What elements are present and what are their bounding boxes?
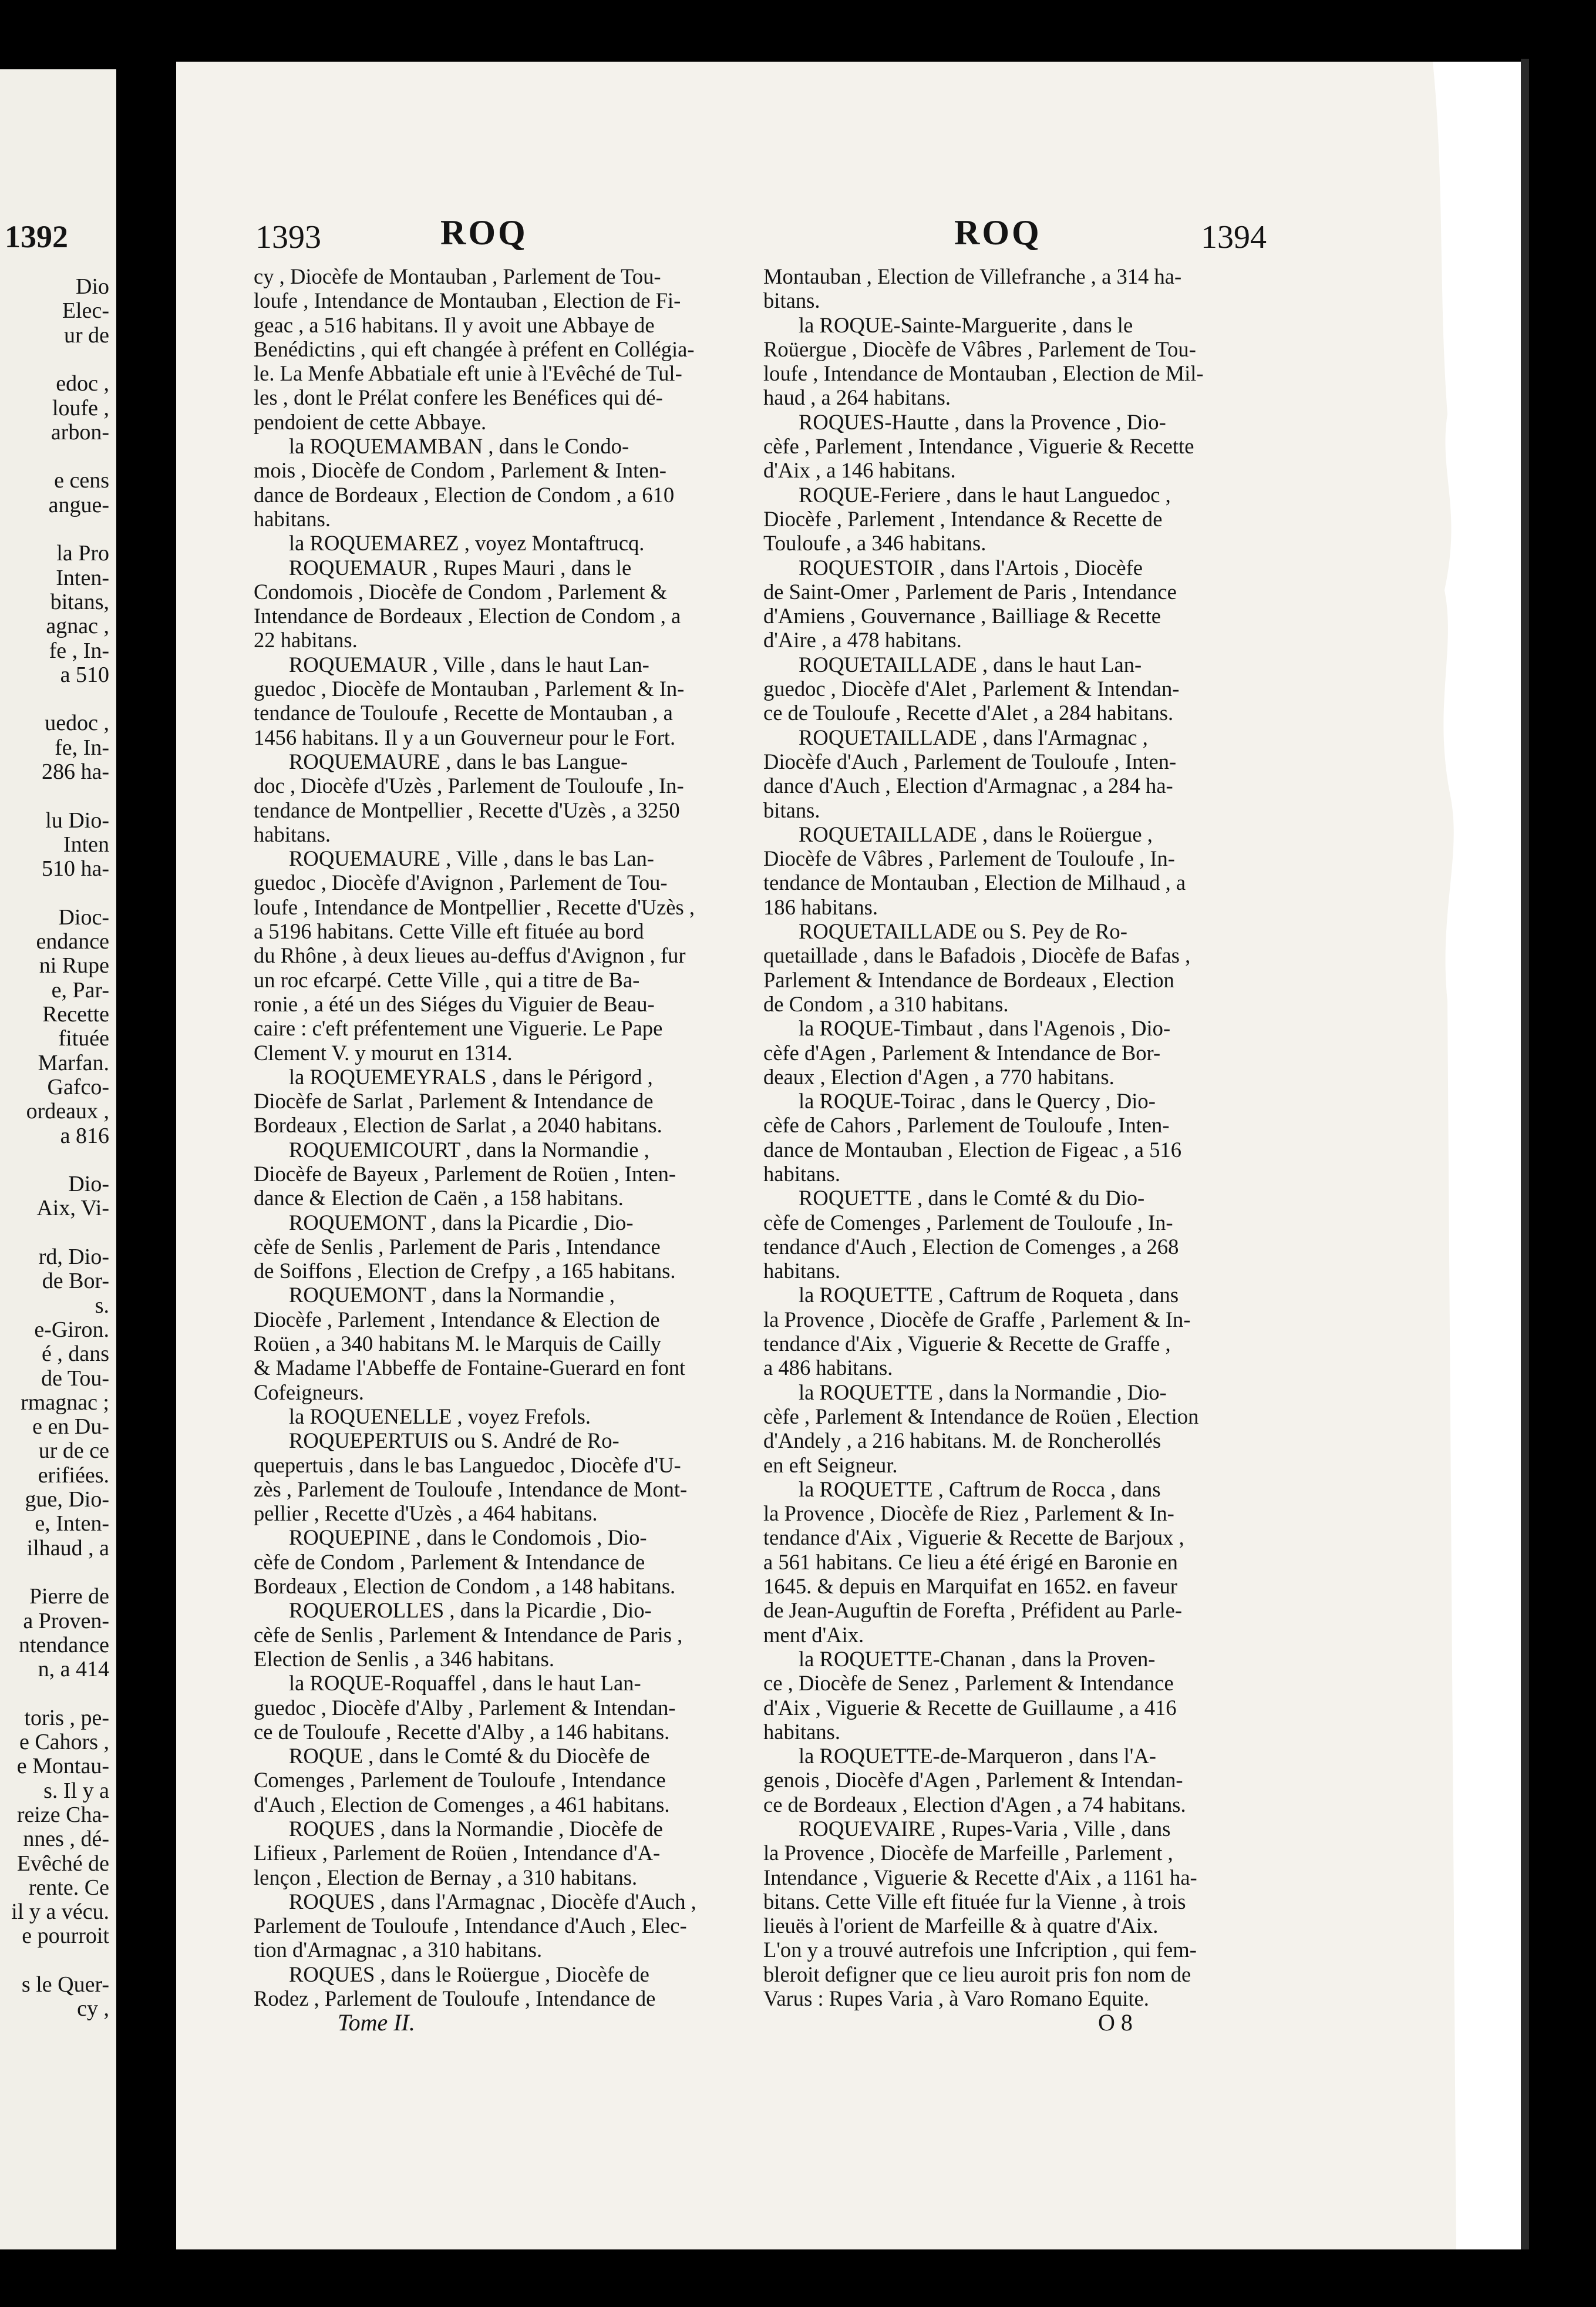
fragment-line: Inten: [63, 832, 109, 857]
entry: ROQUEMAURE , Ville , dans le bas Lan- guedoc , Diocèfe d'Avignon , Parlement de Tou- loufe , Intendance de Montpellier , Recette d'Uzès , a 5196 habitans. Cette Ville eft fituée au bord du Rhône , à deux lieues au-deffus d'Avignon , fur un roc efcarpé. Cette Ville , qui a titre de Ba- ronie , a été un des Siéges du Viguier de Beau- caire : c'eft préfentement une Viguerie. Le Pape Clement V. y mourut en 1314.: [254, 846, 695, 1065]
fragment-line: Inten-: [56, 565, 109, 590]
fragment-line: bitans,: [50, 589, 109, 614]
fragment-line: 510 ha-: [41, 856, 109, 882]
entry: la ROQUE-Timbaut , dans l'Agenois , Dio- cèfe d'Agen , Parlement & Intendance de Bor- deaux , Election d'Agen , a 770 habitans.: [763, 1016, 1171, 1089]
fragment-line: uedoc ,: [45, 711, 109, 736]
fragment-line: il y a vécu.: [11, 1899, 109, 1925]
entry: ROQUETAILLADE , dans le Roüergue , Diocèfe de Vâbres , Parlement de Touloufe , In- tendance de Montauban , Election de Milhaud , a 186 habitans.: [763, 822, 1186, 919]
entry: la ROQUE-Toirac , dans le Quercy , Dio- cèfe de Cahors , Parlement de Touloufe , Inten- dance de Montauban , Election de Figeac , a 516 habitans.: [763, 1089, 1182, 1186]
fragment-line: ur de ce: [38, 1438, 109, 1464]
previous-page-number: 1392: [5, 219, 68, 254]
fragment-line: Dioc-: [58, 904, 109, 930]
fragment-line: e Montau-: [16, 1754, 109, 1779]
fragment-line: a 510: [60, 662, 109, 687]
fragment-line: lu Dio-: [45, 808, 109, 833]
entry: la ROQUETTE-de-Marqueron , dans l'A- genois , Diocèfe d'Agen , Parlement & Intendan- ce de Bordeaux , Election d'Agen , a 74 habitans.: [763, 1744, 1186, 1817]
entry: ROQUEMAUR , Ville , dans le haut Lan- guedoc , Diocèfe de Montauban , Parlement & In- tendance de Touloufe , Recette de Montauban , a 1456 habitans. Il y a un Gouverneur pour le Fort.: [254, 652, 685, 749]
fragment-line: ntendance: [18, 1632, 109, 1657]
fragment-line: cy ,: [77, 1996, 109, 2022]
fragment-line: e en Du-: [32, 1414, 109, 1440]
fragment-line: toris , pe-: [24, 1705, 109, 1730]
fragment-line: s.: [95, 1293, 109, 1318]
entry: la ROQUEMAREZ , voyez Montaftrucq.: [289, 531, 645, 556]
running-head-right: ROQ: [954, 213, 1042, 252]
fragment-line: endance: [36, 929, 109, 954]
entry: ROQUEVAIRE , Rupes-Varia , Ville , dans la Provence , Diocèfe de Marfeille , Parlement , Intendance , Viguerie & Recette d'Aix , a 1161 ha- bitans. Cette Ville eft fituée fur la Vienne , à trois lieuës à l'orient de Marfeille & à quatre d'Aix. L'on y a trouvé autrefois une Infcription , qui fem- bleroit defigner que ce lieu auroit pris fon nom de Varus : Rupes Varia , à Varo Romano Equite.: [763, 1817, 1197, 2011]
fragment-line: angue-: [48, 492, 109, 517]
fragment-line: Dio-: [68, 1172, 109, 1197]
fragment-line: reize Cha-: [16, 1802, 109, 1827]
fragment-line: fe , In-: [49, 638, 109, 663]
fragment-line: ur de: [63, 322, 109, 348]
entry: ROQUE-Feriere , dans le haut Languedoc , Diocèfe , Parlement , Intendance & Recette de Touloufe , a 346 habitans.: [763, 482, 1171, 556]
right-text-column: [763, 264, 1260, 2010]
fragment-line: de Bor-: [42, 1269, 109, 1294]
previous-page-fragment: [0, 69, 116, 2249]
fragment-line: erifiées.: [38, 1462, 109, 1488]
entry: ROQUETAILLADE , dans le haut Lan- guedoc , Diocèfe d'Alet , Parlement & Intendan- ce de Touloufe , Recette d'Alet , a 284 habitans.: [763, 652, 1180, 725]
page-number-right: 1394: [1201, 219, 1267, 255]
fragment-line: 286 ha-: [41, 759, 109, 784]
fragment-line: Recette: [42, 1002, 109, 1027]
entry: la ROQUE-Roquaffel , dans le haut Lan- guedoc , Diocèfe d'Alby , Parlement & Intendan- ce de Touloufe , Recette d'Alby , a 146 habitans.: [254, 1671, 676, 1744]
entry: la ROQUENELLE , voyez Frefols.: [289, 1404, 591, 1428]
entry: Montauban , Election de Villefranche , a 314 ha- bitans.: [763, 264, 1182, 313]
fragment-line: edoc ,: [56, 371, 109, 396]
fragment-line: fituée: [58, 1026, 109, 1051]
fragment-line: a 816: [60, 1123, 109, 1148]
fragment-line: rd, Dio-: [38, 1245, 109, 1269]
fragment-line: fe, In-: [55, 735, 109, 760]
fragment-line: e-Giron.: [34, 1317, 109, 1342]
fragment-line: ilhaud , a: [26, 1535, 109, 1561]
entry: ROQUEMONT , dans la Picardie , Dio- cèfe de Senlis , Parlement de Paris , Intendance de Soiffons , Election de Crefpy , a 165 habitans.: [254, 1210, 676, 1283]
left-text-column: [254, 264, 750, 2010]
fragment-line: e, Par-: [51, 977, 109, 1003]
fragment-line: nnes , dé-: [23, 1827, 109, 1852]
fragment-line: ordeaux ,: [26, 1099, 109, 1124]
fragment-line: e, Inten-: [35, 1511, 109, 1536]
fragment-line: e cens: [54, 468, 109, 493]
fragment-line: s le Quer-: [21, 1972, 109, 1997]
entry: ROQUE , dans le Comté & du Diocèfe de Comenges , Parlement de Touloufe , Intendance d'Auch , Election de Comenges , a 461 habitans.: [254, 1744, 670, 1817]
entry: ROQUETAILLADE , dans l'Armagnac , Diocèfe d'Auch , Parlement de Touloufe , Inten- dance d'Auch , Election d'Armagnac , a 284 ha- bitans.: [763, 725, 1177, 822]
entry: la ROQUE-Sainte-Marguerite , dans le Roüergue , Diocèfe de Vâbres , Parlement de Tou- loufe , Intendance de Montauban , Election de Mil- haud , a 264 habitans.: [763, 312, 1204, 410]
running-head-left: ROQ: [440, 213, 528, 252]
fragment-line: ni Rupe: [39, 953, 109, 978]
fragment-line: a Proven-: [23, 1608, 109, 1633]
fragment-line: Aix, Vi-: [36, 1196, 109, 1221]
entry: ROQUEMICOURT , dans la Normandie , Diocèfe de Bayeux , Parlement de Roüen , Inten- dance & Election de Caën , a 158 habitans.: [254, 1137, 676, 1210]
fragment-line: e Cahors ,: [19, 1730, 109, 1754]
entry: ROQUEPERTUIS ou S. André de Ro- quepertuis , dans le bas Languedoc , Diocèfe d'U- zès , Parlement de Touloufe , Intendance de Mont- pellier , Recette d'Uzès , a 464 habitans.: [254, 1428, 688, 1526]
fragment-line: de Tou-: [41, 1366, 109, 1391]
fragment-line: rente. Ce: [28, 1875, 109, 1900]
fragment-line: gue, Dio-: [25, 1487, 109, 1512]
volume-label: Tome II.: [338, 2009, 415, 2036]
fragment-line: s. Il y a: [43, 1778, 109, 1803]
fragment-line: arbon-: [50, 419, 109, 445]
fragment-line: e pourroit: [22, 1923, 109, 1949]
fragment-line: agnac ,: [46, 614, 109, 639]
entry: ROQUES , dans l'Armagnac , Diocèfe d'Auch , Parlement de Touloufe , Intendance d'Auch , Elec- tion d'Armagnac , a 310 habitans.: [254, 1889, 696, 1962]
entry: ROQUESTOIR , dans l'Artois , Diocèfe de Saint-Omer , Parlement de Paris , Intendance d'Amiens , Gouvernance , Bailliage & Recette d'Aire , a 478 habitans.: [763, 555, 1177, 653]
signature-mark: O 8: [1098, 2009, 1133, 2036]
entry: la ROQUETTE , Caftrum de Rocca , dans la Provence , Diocèfe de Riez , Parlement & In- tendance d'Aix , Viguerie & Recette de Barjoux , a 561 habitans. Ce lieu a été érigé en Baronie en 1645. & depuis en Marquifat en 1652. en faveur de Jean-Auguftin de Forefta , Préfident au Parle- ment d'Aix.: [763, 1477, 1184, 1647]
page-edge-shadow: [1521, 59, 1529, 2249]
fragment-line: Elec-: [62, 298, 109, 324]
fragment-line: la Pro: [56, 541, 109, 566]
fragment-line: loufe ,: [52, 395, 109, 421]
entry: la ROQUEMAMBAN , dans le Condo- mois , Diocèfe de Condom , Parlement & Inten- dance de Bordeaux , Election de Condom , a 610 habitans.: [254, 434, 675, 531]
entry: ROQUETTE , dans le Comté & du Dio- cèfe de Comenges , Parlement de Touloufe , In- tendance d'Auch , Election de Comenges , a 268 habitans.: [763, 1186, 1179, 1283]
entry: la ROQUEMEYRALS , dans le Périgord , Diocèfe de Sarlat , Parlement & Intendance de Bordeaux , Election de Sarlat , a 2040 habitans.: [254, 1064, 662, 1138]
entry: ROQUES , dans la Normandie , Diocèfe de Lifieux , Parlement de Roüen , Intendance d'A- lençon , Election de Bernay , a 310 habitans.: [254, 1817, 663, 1889]
entry: ROQUETAILLADE ou S. Pey de Ro- quetaillade , dans le Bafadois , Diocèfe de Bafas , Parlement & Intendance de Bordeaux , Election de Condom , a 310 habitans.: [763, 919, 1191, 1016]
entry: ROQUEMAUR , Rupes Mauri , dans le Condomois , Diocèfe de Condom , Parlement & Intendance de Bordeaux , Election de Condom , a 22 habitans.: [254, 555, 681, 653]
torn-page-edge: [1345, 62, 1527, 2249]
fragment-line: Gafco-: [47, 1074, 109, 1099]
fragment-line: Dio: [76, 274, 109, 299]
fragment-line: é , dans: [41, 1341, 109, 1367]
fragment-line: n, a 414: [38, 1657, 109, 1682]
entry: la ROQUETTE-Chanan , dans la Proven- ce , Diocèfe de Senez , Parlement & Intendance d'Aix , Viguerie & Recette de Guillaume , a 416 habitans.: [763, 1646, 1177, 1744]
fragment-line: Pierre de: [29, 1584, 109, 1609]
page-number-left: 1393: [255, 219, 321, 255]
entry: ROQUEMAURE , dans le bas Langue- doc , Diocèfe d'Uzès , Parlement de Touloufe , In- tendance de Montpellier , Recette d'Uzès , a 3250 habitans.: [254, 749, 684, 846]
entry: cy , Diocèfe de Montauban , Parlement de Tou- loufe , Intendance de Montauban , Election de Fi- geac , a 516 habitans. Il y avoit une Abbaye de Benédictins , qui eft changée à préfent en Collégia- le. La Menfe Abbatiale eft unie à l'Evêché de Tul- les , dont le Prélat confere les Benéfices qui dé- pendoient de cette Abbaye.: [254, 264, 695, 434]
entry: ROQUEROLLES , dans la Picardie , Dio- cèfe de Senlis , Parlement & Intendance de Paris , Election de Senlis , a 346 habitans.: [254, 1598, 683, 1671]
fragment-line: Evêché de: [16, 1851, 109, 1876]
entry: ROQUES , dans le Roüergue , Diocèfe de Rodez , Parlement de Touloufe , Intendance de: [254, 1962, 656, 2011]
fragment-line: Marfan.: [38, 1050, 109, 1075]
entry: ROQUEMONT , dans la Normandie , Diocèfe , Parlement , Intendance & Election de Roüen , a 340 habitans M. le Marquis de Cailly & Madame l'Abbeffe de Fontaine-Guerard en font Cofeigneurs.: [254, 1283, 686, 1404]
entry: ROQUES-Hautte , dans la Provence , Dio- cèfe , Parlement , Intendance , Viguerie & Recette d'Aix , a 146 habitans.: [763, 409, 1194, 483]
fragment-line: rmagnac ;: [21, 1390, 109, 1415]
entry: la ROQUETTE , dans la Normandie , Dio- cèfe , Parlement & Intendance de Roüen , Election d'Andely , a 216 habitans. M. de Roncherollés en eft Seigneur.: [763, 1380, 1199, 1477]
entry: la ROQUETTE , Caftrum de Roqueta , dans la Provence , Diocèfe de Graffe , Parlement & In- tendance d'Aix , Viguerie & Recette de Graffe , a 486 habitans.: [763, 1283, 1191, 1380]
entry: ROQUEPINE , dans le Condomois , Dio- cèfe de Condom , Parlement & Intendance de Bordeaux , Election de Condom , a 148 habitans.: [254, 1525, 676, 1599]
